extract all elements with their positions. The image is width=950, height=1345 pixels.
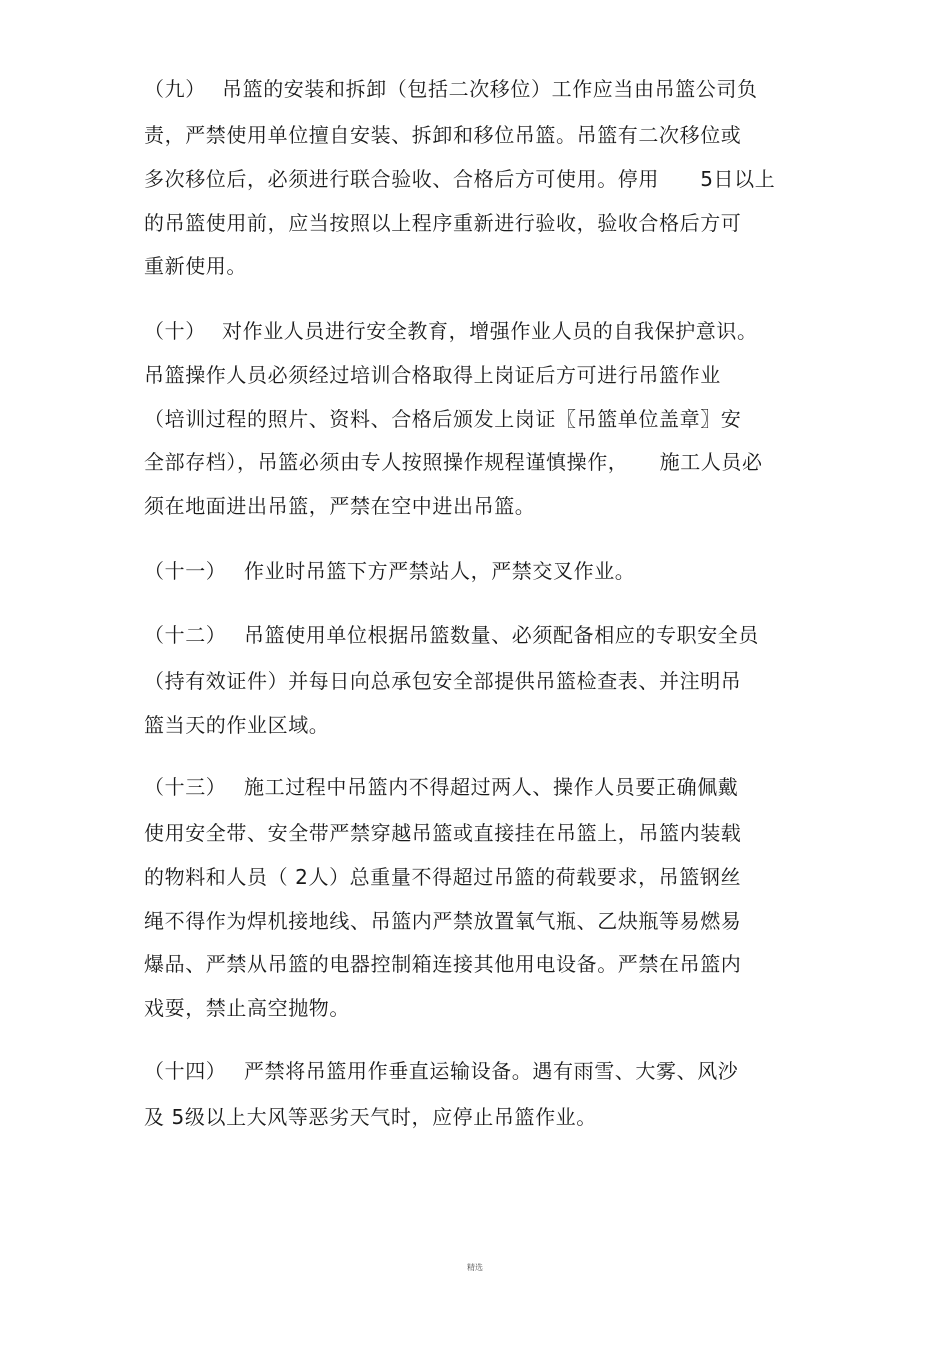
para-10-line-5: 须在地面进出吊篮，严禁在空中进出吊篮。 <box>144 494 536 518</box>
para-13-text-1: 施工过程中吊篮内不得超过两人、操作人员要正确佩戴 <box>244 775 739 799</box>
para-10-text-1: 对作业人员进行安全教育，增强作业人员的自我保护意识。 <box>222 319 758 343</box>
page-footer: 精选 <box>467 1263 483 1272</box>
para-13-number: （十三） <box>144 775 227 799</box>
para-9-number: （九） <box>144 77 206 101</box>
para-12-line-3: 篮当天的作业区域。 <box>144 713 330 737</box>
para-13-line-2: 使用安全带、安全带严禁穿越吊篮或直接挂在吊篮上，吊篮内装载 <box>144 821 742 845</box>
para-13-line-6: 戏耍，禁止高空抛物。 <box>144 996 350 1020</box>
para-10-line-2: 吊篮操作人员必须经过培训合格取得上岗证后方可进行吊篮作业 <box>144 363 721 387</box>
para-12-line-1 <box>144 622 759 648</box>
para-14-line-1 <box>144 1058 738 1084</box>
para-10-line-1 <box>144 318 758 344</box>
para-10-line-3: （培训过程的照片、资料、合格后颁发上岗证〖吊篮单位盖章〗安 <box>144 407 742 431</box>
para-14-line-2: 及 5级以上大风等恶劣天气时，应停止吊篮作业。 <box>144 1105 597 1129</box>
para-9-line-1 <box>144 76 758 102</box>
para-9-line-2: 责，严禁使用单位擅自安装、拆卸和移位吊篮。吊篮有二次移位或 <box>144 123 742 147</box>
para-9-line-5: 重新使用。 <box>144 254 247 278</box>
para-12-number: （十二） <box>144 623 227 647</box>
para-11-text-1: 作业时吊篮下方严禁站人，严禁交叉作业。 <box>244 559 636 583</box>
para-9-text-1: 吊篮的安装和拆卸（包括二次移位）工作应当由吊篮公司负 <box>222 77 758 101</box>
para-9-line-3: 多次移位后，必须进行联合验收、合格后方可使用。停用 5日以上 <box>144 167 776 191</box>
para-9-line-4: 的吊篮使用前，应当按照以上程序重新进行验收，验收合格后方可 <box>144 211 742 235</box>
para-14-text-1: 严禁将吊篮用作垂直运输设备。遇有雨雪、大雾、风沙 <box>244 1059 739 1083</box>
para-11-line-1 <box>144 558 635 584</box>
para-14-number: （十四） <box>144 1059 227 1083</box>
para-12-text-1: 吊篮使用单位根据吊篮数量、必须配备相应的专职安全员 <box>244 623 759 647</box>
para-10-number: （十） <box>144 319 206 343</box>
para-10-line-4: 全部存档），吊篮必须由专人按照操作规程谨慎操作， 施工人员必 <box>144 450 763 474</box>
para-11-number: （十一） <box>144 559 227 583</box>
para-13-line-3: 的物料和人员（ 2人）总重量不得超过吊篮的荷载要求，吊篮钢丝 <box>144 865 742 889</box>
para-13-line-1 <box>144 774 738 800</box>
para-12-line-2: （持有效证件）并每日向总承包安全部提供吊篮检查表、并注明吊 <box>144 669 742 693</box>
para-13-line-4: 绳不得作为焊机接地线、吊篮内严禁放置氧气瓶、乙炔瓶等易燃易 <box>144 909 742 933</box>
para-13-line-5: 爆品、严禁从吊篮的电器控制箱连接其他用电设备。严禁在吊篮内 <box>144 952 742 976</box>
